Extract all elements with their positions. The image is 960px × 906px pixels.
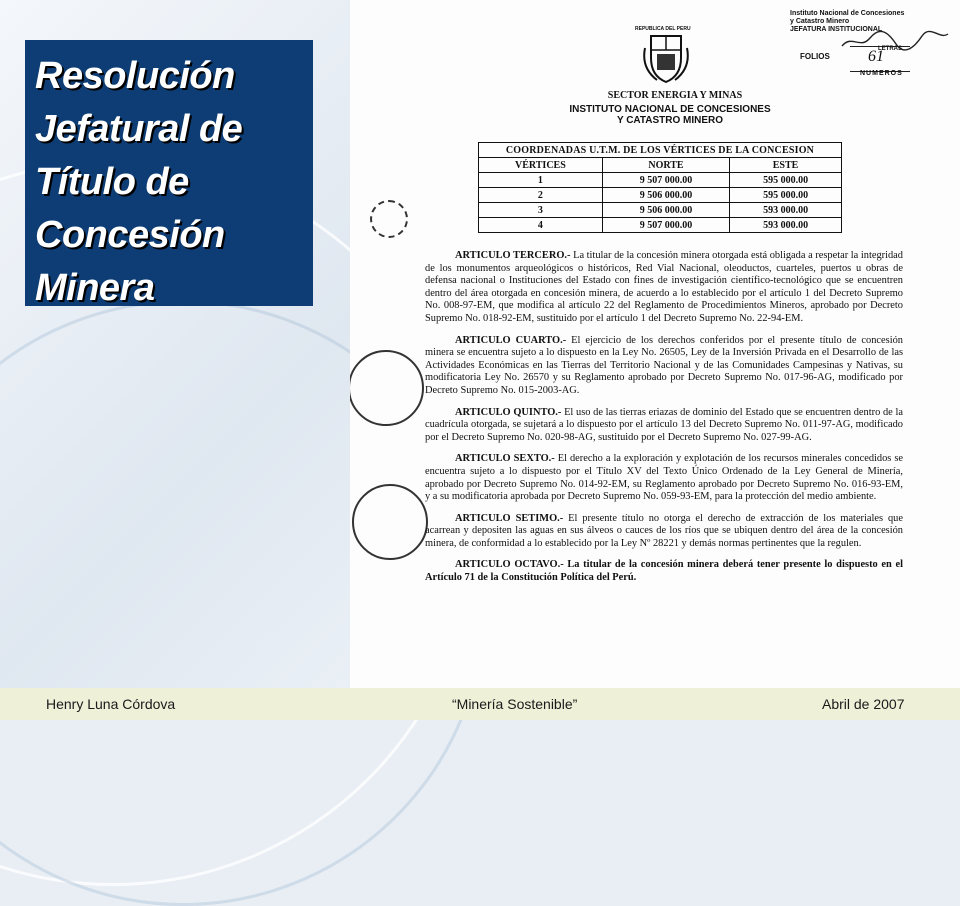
article-paragraph <box>425 250 903 326</box>
footer-date: Abril de 2007 <box>822 696 905 712</box>
table-cell: 595 000.00 <box>730 188 842 203</box>
table-cell: 9 506 000.00 <box>602 188 729 203</box>
folio-number: 61 <box>868 48 884 65</box>
article-title: ARTICULO CUARTO.- <box>455 334 567 346</box>
institution-line: JEFATURA INSTITUCIONAL <box>790 26 883 33</box>
article-text: El derecho a la exploración y explotación de los recursos minerales concedidos se encuentra sujeto a lo dispuesto por el Título XV del Texto Único Ordenado de la Ley General de Minería, aprobado por Decreto Supremo No. 014-92-EM, su Reglamento aprobado por Decreto Supremo No. 016-93-EM, y a su modificatoria aprobada por Decreto Supremo No. 059-93-EM, para la protección del medio ambiente. <box>425 453 903 503</box>
article-title: ARTICULO SEXTO.- <box>455 453 555 465</box>
table-row <box>479 218 842 233</box>
article-paragraph <box>425 407 903 445</box>
scanned-document <box>350 0 960 688</box>
table-cell: 9 506 000.00 <box>602 203 729 218</box>
table-cell: 593 000.00 <box>730 218 842 233</box>
official-stamp-icon <box>370 200 408 238</box>
footer-author: Henry Luna Córdova <box>46 696 176 712</box>
official-stamp-icon <box>350 350 424 426</box>
article-paragraph <box>425 513 903 551</box>
table-cell: 2 <box>479 188 603 203</box>
articles-body <box>425 250 903 594</box>
article-paragraph <box>425 335 903 398</box>
table-cell: 9 507 000.00 <box>602 173 729 188</box>
numeros-label: NUMEROS <box>860 70 903 77</box>
table-cell: 4 <box>479 218 603 233</box>
table-row <box>479 188 842 203</box>
table-caption: COORDENADAS U.T.M. DE LOS VÉRTICES DE LA CONCESION <box>479 143 842 158</box>
article-title: ARTICULO OCTAVO.- <box>455 559 564 571</box>
article-title: ARTICULO QUINTO.- <box>455 406 562 418</box>
article-text: El presente título no otorga el derecho de extracción de los materiales que acarrean y depositen las aguas en sus álveos o cauces de los ríos que se ubiquen dentro del área de la concesión minera, de conformidad a lo establecido por la Ley Nº 28221 y demás normas pertinentes que la regulen. <box>425 512 903 549</box>
slide-title: Resolución Jefatural de Título de Concesión Minera <box>35 55 243 309</box>
coordinates-table <box>478 142 842 233</box>
table-cell: 9 507 000.00 <box>602 218 729 233</box>
article-text: La titular de la concesión minera deberá tener presente lo dispuesto en el Artículo 71 de la Constitución Política del Perú. <box>425 559 904 584</box>
article-text: El ejercicio de los derechos conferidos por el presente título de concesión minera se encuentra sujeto a lo dispuesto en la Ley No. 26505, Ley de la Inversión Privada en el Desarrollo de las Actividades Económicas en las Tierras del Territorio Nacional y de las Comunidades Campesinas y Nativas, su modificatoria Ley No. 26570 y su Reglamento aprobado por Decreto Supremo No. 017-96-AG, modificado por Decreto Supremo No. 015-2003-AG. <box>425 334 903 396</box>
article-text: La titular de la concesión minera otorgada está obligada a respetar la integridad de los monumentos arqueológicos o históricos, Red Vial Nacional, oleoductos, cuarteles, puertos u obras de defensa nacional o Instituciones del Estado con fines de investigación científico-tecnológico que se encuentren dentro del área otorgada en concesión minera, de acuerdo a lo establecido por el artículo 1 del Decreto Supremo No. 008-97-EM, que modifica al artículo 22 del Reglamento de Procedimientos Mineros, aprobado por Decreto Supremo No. 018-92-EM, sustituido por el artículo 1 del Decreto Supremo No. 22-94-EM. <box>425 250 903 324</box>
column-header: VÉRTICES <box>479 158 603 173</box>
column-header: NORTE <box>602 158 729 173</box>
title-box <box>25 40 313 309</box>
folios-label: FOLIOS <box>800 52 830 61</box>
footer-motto: “Minería Sostenible” <box>452 696 578 712</box>
article-paragraph <box>425 559 903 584</box>
article-paragraph <box>425 453 903 503</box>
institution-line: y Catastro Minero <box>790 18 850 25</box>
article-text: El uso de las tierras eriazas de dominio del Estado que se encuentren dentro de la cuadrícula otorgada, se sujetará a lo dispuesto por el artículo 13 del Decreto Supremo No. 011-97-AG, modificado por el Decreto Supremo No. 020-98-AG, sustituido por el Decreto Supremo No. 027-99-AG. <box>425 406 903 443</box>
slide-footer <box>0 688 960 720</box>
table-cell: 595 000.00 <box>730 173 842 188</box>
national-crest-icon <box>643 28 689 86</box>
article-title: ARTICULO SETIMO.- <box>455 512 564 524</box>
table-row <box>479 173 842 188</box>
institution-line: Instituto Nacional de Concesiones <box>790 10 905 17</box>
table-row <box>479 203 842 218</box>
institute-line: Y CATASTRO MINERO <box>616 115 724 126</box>
letras-label: LETRAS <box>878 46 902 52</box>
article-title: ARTICULO TERCERO.- <box>455 250 571 261</box>
official-stamp-icon <box>352 484 428 560</box>
institute-line: INSTITUTO NACIONAL DE CONCESIONES <box>569 104 771 115</box>
institute-heading <box>550 104 790 126</box>
column-header: ESTE <box>730 158 842 173</box>
table-cell: 1 <box>479 173 603 188</box>
sector-heading: SECTOR ENERGIA Y MINAS <box>607 90 743 101</box>
crest-label: REPUBLICA DEL PERU <box>635 26 691 32</box>
table-cell: 3 <box>479 203 603 218</box>
table-cell: 593 000.00 <box>730 203 842 218</box>
